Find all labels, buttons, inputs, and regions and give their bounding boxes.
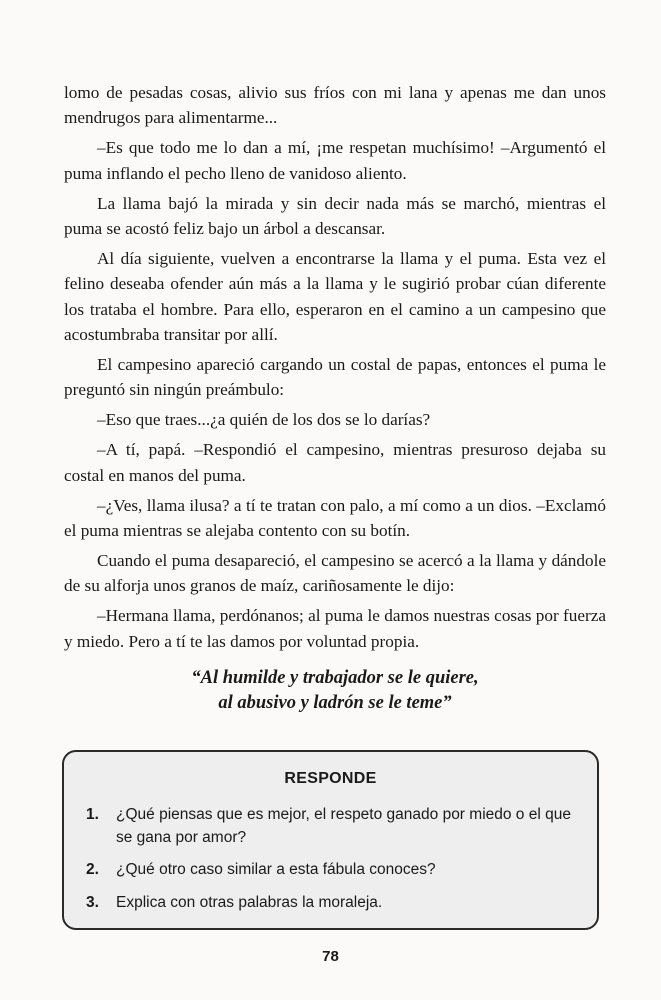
paragraph: Cuando el puma desapareció, el campesino se acercó a la llama y dándole de su alforja unos granos de maíz, cariñosamente le dijo:	[64, 550, 606, 596]
question-text: ¿Qué piensas que es mejor, el respeto ganado por miedo o el que se gana por amor?	[116, 806, 571, 846]
paragraph: lomo de pesadas cosas, alivio sus fríos con mi lana y apenas me dan unos mendrugos para alimentarme...	[64, 83, 606, 128]
paragraph: –¿Ves, llama ilusa? a tí te tratan con palo, a mí como a un dios. –Exclamó el puma mientras se alejaba contento con su botín.	[64, 495, 606, 540]
responde-title: RESPONDE	[284, 770, 377, 787]
story-text	[64, 80, 606, 659]
question-text: ¿Qué otro caso similar a esta fábula conoces?	[116, 861, 436, 878]
paragraph: Al día siguiente, vuelven a encontrarse la llama y el puma. Esta vez el felino deseaba ofender aún más a la llama y le sugirió probar cúan diferente los trataba el hombre. Para ello, esperaron en el camino a un campesino que acostumbraba transitar por allí.	[64, 248, 606, 345]
question-number: 1.	[86, 806, 99, 823]
paragraph: –Hermana llama, perdónanos; al puma le damos nuestras cosas por fuerza y miedo. Pero a tí te las damos por voluntad propia.	[64, 606, 606, 651]
paragraph: La llama bajó la mirada y sin decir nada más se marchó, mientras el puma se acostó feliz bajo un árbol a descansar.	[64, 193, 606, 239]
question-number: 2.	[86, 861, 99, 878]
paragraph: –A tí, papá. –Respondió el campesino, mientras presuroso dejaba su costal en manos del puma.	[64, 440, 606, 485]
moral-line: al abusivo y ladrón se le teme”	[218, 693, 452, 713]
moral-line: “Al humilde y trabajador se le quiere,	[191, 668, 479, 688]
paragraph: –Es que todo me lo dan a mí, ¡me respetan muchísimo! –Argumentó el puma inflando el pecho lleno de vanidoso aliento.	[64, 138, 606, 183]
question-number: 3.	[86, 893, 99, 911]
question-item	[86, 892, 576, 915]
page-number: 78	[322, 948, 339, 965]
question-item	[86, 804, 576, 849]
question-text: Explica con otras palabras la moraleja.	[116, 893, 383, 911]
question-list	[86, 804, 576, 924]
responde-box	[62, 750, 599, 930]
paragraph: –Eso que traes...¿a quién de los dos se lo darías?	[97, 410, 431, 430]
moral-quote	[64, 666, 606, 716]
question-item	[86, 859, 576, 882]
paragraph: El campesino apareció cargando un costal de papas, entonces el puma le preguntó sin ningún preámbulo:	[64, 355, 606, 400]
